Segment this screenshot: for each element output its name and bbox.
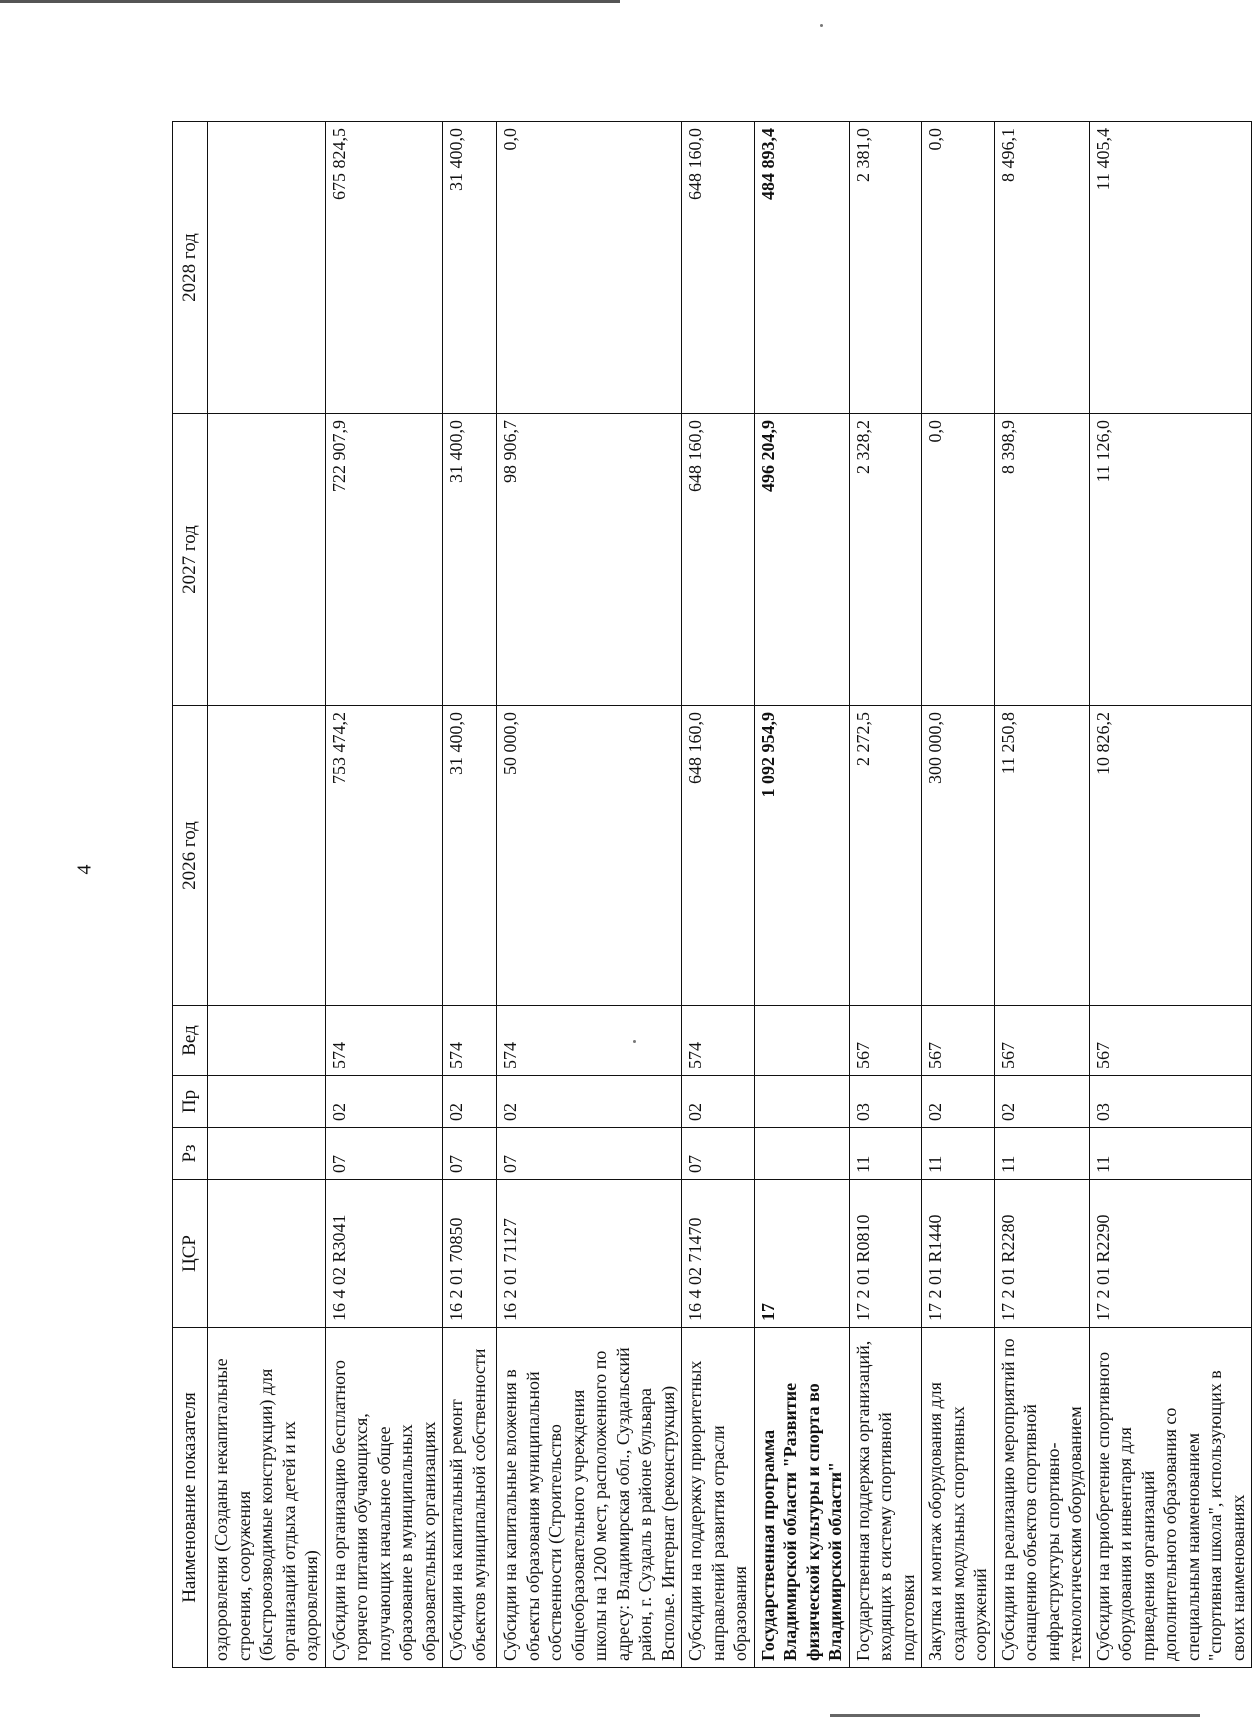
cell-ved: 567 (994, 1006, 1089, 1076)
cell-2027: 648 160,0 (682, 414, 755, 706)
cell-2026: 2 272,5 (849, 706, 922, 1006)
cell-2027: 2 328,2 (849, 414, 922, 706)
header-2027: 2027 год (173, 414, 208, 706)
table-row (443, 122, 497, 1668)
cell-2028: 11 405,4 (1089, 122, 1252, 414)
cell-2028: 484 893,4 (754, 122, 849, 414)
cell-rz (754, 1128, 849, 1180)
cell-ved: 567 (1089, 1006, 1252, 1076)
cell-rz: 07 (443, 1128, 497, 1180)
cell-2026: 753 474,2 (325, 706, 443, 1006)
cell-2026: 10 826,2 (1089, 706, 1252, 1006)
cell-2027: 11 126,0 (1089, 414, 1252, 706)
cell-pr: 02 (994, 1076, 1089, 1128)
cell-pr (208, 1076, 326, 1128)
rotated-table-wrapper (172, 122, 1248, 1668)
table-row (208, 122, 326, 1668)
cell-csr: 16 4 02 71470 (682, 1180, 755, 1328)
cell-csr (208, 1180, 326, 1328)
cell-pr: 02 (497, 1076, 682, 1128)
header-2026: 2026 год (173, 706, 208, 1006)
cell-rz: 11 (922, 1128, 995, 1180)
cell-rz: 11 (1089, 1128, 1252, 1180)
cell-name: Государственная поддержка организаций, входящих в систему спортивной подготовки (849, 1328, 922, 1668)
cell-2026: 300 000,0 (922, 706, 995, 1006)
table-row (1089, 122, 1252, 1668)
cell-pr: 02 (325, 1076, 443, 1128)
cell-pr: 02 (922, 1076, 995, 1128)
cell-2027: 722 907,9 (325, 414, 443, 706)
header-csr: ЦСР (173, 1180, 208, 1328)
table-row (325, 122, 443, 1668)
cell-pr: 03 (849, 1076, 922, 1128)
cell-2027 (208, 414, 326, 706)
page-number: 4 (73, 864, 96, 875)
cell-name: Субсидии на реализацию мероприятий по оснащению объектов спортивной инфраструктуры спортивно-технологическим оборудованием (994, 1328, 1089, 1668)
cell-2027: 0,0 (922, 414, 995, 706)
table-row (994, 122, 1089, 1668)
cell-csr: 16 2 01 71127 (497, 1180, 682, 1328)
cell-2026: 11 250,8 (994, 706, 1089, 1006)
cell-2026 (208, 706, 326, 1006)
cell-rz: 11 (994, 1128, 1089, 1180)
cell-csr: 16 2 01 70850 (443, 1180, 497, 1328)
cell-2026: 50 000,0 (497, 706, 682, 1006)
cell-name: Государственная программа Владимирской области "Развитие физической культуры и спорта во Владимирской области" (754, 1328, 849, 1668)
scan-speck (820, 24, 823, 27)
header-rz: Рз (173, 1128, 208, 1180)
cell-2028: 0,0 (922, 122, 995, 414)
cell-2027: 8 398,9 (994, 414, 1089, 706)
scan-artifact-bottom (830, 1714, 1200, 1717)
cell-csr: 16 4 02 R3041 (325, 1180, 443, 1328)
cell-ved: 574 (443, 1006, 497, 1076)
cell-pr: 02 (682, 1076, 755, 1128)
cell-2028: 0,0 (497, 122, 682, 414)
table-header-row (173, 122, 208, 1668)
cell-rz: 11 (849, 1128, 922, 1180)
cell-ved: 574 (682, 1006, 755, 1076)
cell-ved (208, 1006, 326, 1076)
cell-2027: 496 204,9 (754, 414, 849, 706)
cell-pr: 03 (1089, 1076, 1252, 1128)
cell-csr: 17 (754, 1180, 849, 1328)
cell-name: Субсидии на приобретение спортивного оборудования и инвентаря для приведения организаций дополнительного образования со специальным наименованием "спортивная школа", использующих в своих наименованиях (1089, 1328, 1252, 1668)
cell-ved: 567 (922, 1006, 995, 1076)
header-name: Наименование показателя (173, 1328, 208, 1668)
cell-rz: 07 (325, 1128, 443, 1180)
table-row (497, 122, 682, 1668)
cell-csr: 17 2 01 R2290 (1089, 1180, 1252, 1328)
cell-name: Субсидии на организацию бесплатного горячего питания обучающихся, получающих начальное общее образование в муниципальных образовательных организациях (325, 1328, 443, 1668)
cell-rz: 07 (497, 1128, 682, 1180)
cell-ved: 574 (497, 1006, 682, 1076)
cell-pr (754, 1076, 849, 1128)
header-pr: Пр (173, 1076, 208, 1128)
cell-2027: 98 906,7 (497, 414, 682, 706)
cell-2028: 675 824,5 (325, 122, 443, 414)
cell-2028: 2 381,0 (849, 122, 922, 414)
cell-2026: 648 160,0 (682, 706, 755, 1006)
cell-ved (754, 1006, 849, 1076)
cell-2026: 31 400,0 (443, 706, 497, 1006)
cell-2028 (208, 122, 326, 414)
cell-name: Закупка и монтаж оборудования для создания модульных спортивных сооружений (922, 1328, 995, 1668)
table-row (849, 122, 922, 1668)
cell-pr: 02 (443, 1076, 497, 1128)
table-row-program (754, 122, 849, 1668)
table-row (682, 122, 755, 1668)
cell-2028: 648 160,0 (682, 122, 755, 414)
cell-2028: 31 400,0 (443, 122, 497, 414)
cell-csr: 17 2 01 R0810 (849, 1180, 922, 1328)
cell-name: оздоровления (Созданы некапитальные строения, сооружения (быстровозводимые конструкции) для организаций отдыха детей и их оздоровления) (208, 1328, 326, 1668)
header-2028: 2028 год (173, 122, 208, 414)
table-row (922, 122, 995, 1668)
cell-2027: 31 400,0 (443, 414, 497, 706)
cell-ved: 567 (849, 1006, 922, 1076)
cell-name: Субсидии на капитальные вложения в объекты образования муниципальной собственности (Строительство общеобразовательного учреждения школы на 1200 мест, расположенного по адресу: Владимирская обл., Суздальский район, г. Суздаль в районе бульвара Всполье. Интернат (реконструкция) (497, 1328, 682, 1668)
cell-name: Субсидии на поддержку приоритетных направлений развития отрасли образования (682, 1328, 755, 1668)
cell-rz: 07 (682, 1128, 755, 1180)
cell-2026: 1 092 954,9 (754, 706, 849, 1006)
cell-ved: 574 (325, 1006, 443, 1076)
budget-table (172, 121, 1252, 1668)
header-ved: Вед (173, 1006, 208, 1076)
cell-csr: 17 2 01 R2280 (994, 1180, 1089, 1328)
scan-artifact-top (0, 0, 620, 3)
cell-csr: 17 2 01 R1440 (922, 1180, 995, 1328)
cell-2028: 8 496,1 (994, 122, 1089, 414)
cell-name: Субсидии на капитальный ремонт объектов муниципальной собственности (443, 1328, 497, 1668)
cell-rz (208, 1128, 326, 1180)
